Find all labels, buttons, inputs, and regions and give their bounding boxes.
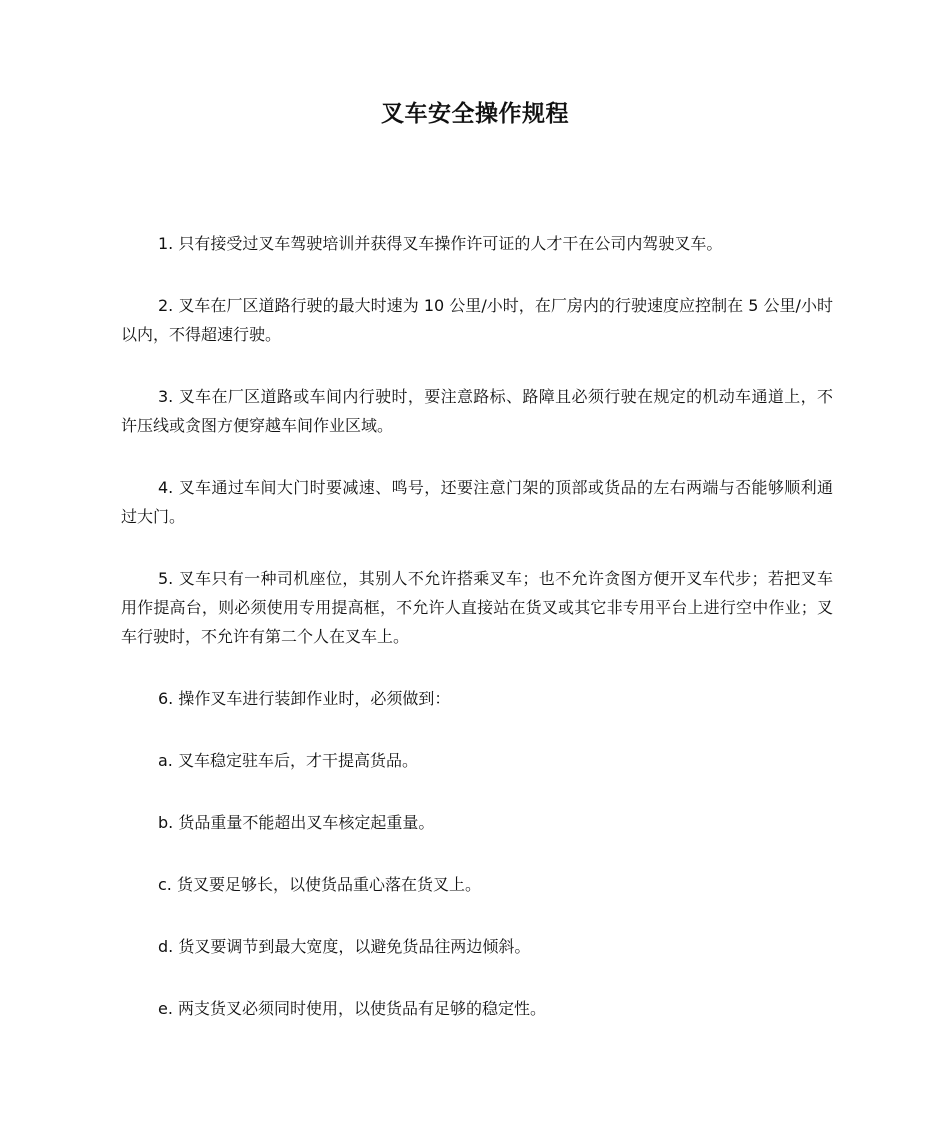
paragraph-6d: d. 货叉要调节到最大宽度，以避免货品往两边倾斜。 bbox=[158, 937, 531, 956]
paragraph-5: 5. 叉车只有一种司机座位，其别人不允许搭乘叉车；也不允许贪图方便开叉车代步；若把叉车用作提高台，则必须使用专用提高框，不允许人直接站在货叉或其它非专用平台上进行空中作业；叉车行驶时，不允许有第二个人在叉车上。 bbox=[121, 569, 833, 646]
paragraph-1: 1. 只有接受过叉车驾驶培训并获得叉车操作许可证的人才干在公司内驾驶叉车。 bbox=[158, 234, 723, 253]
paragraph-6c: c. 货叉要足够长，以使货品重心落在货叉上。 bbox=[158, 875, 481, 894]
paragraph-6a: a. 叉车稳定驻车后，才干提高货品。 bbox=[158, 751, 418, 770]
paragraph-6b: b. 货品重量不能超出叉车核定起重量。 bbox=[158, 813, 435, 832]
document-body bbox=[121, 229, 833, 1056]
paragraph-6: 6. 操作叉车进行装卸作业时，必须做到： bbox=[158, 689, 451, 708]
paragraph-4: 4. 叉车通过车间大门时要减速、鸣号，还要注意门架的顶部或货品的左右两端与否能够顺利通过大门。 bbox=[121, 478, 833, 526]
paragraph-2: 2. 叉车在厂区道路行驶的最大时速为 10 公里/小时，在厂房内的行驶速度应控制在 5 公里/小时以内，不得超速行驶。 bbox=[121, 296, 833, 344]
document-title: 叉车安全操作规程 bbox=[381, 101, 569, 127]
paragraph-6e: e. 两支货叉必须同时使用，以使货品有足够的稳定性。 bbox=[158, 999, 547, 1018]
paragraph-3: 3. 叉车在厂区道路或车间内行驶时，要注意路标、路障且必须行驶在规定的机动车通道上，不许压线或贪图方便穿越车间作业区域。 bbox=[121, 387, 833, 435]
